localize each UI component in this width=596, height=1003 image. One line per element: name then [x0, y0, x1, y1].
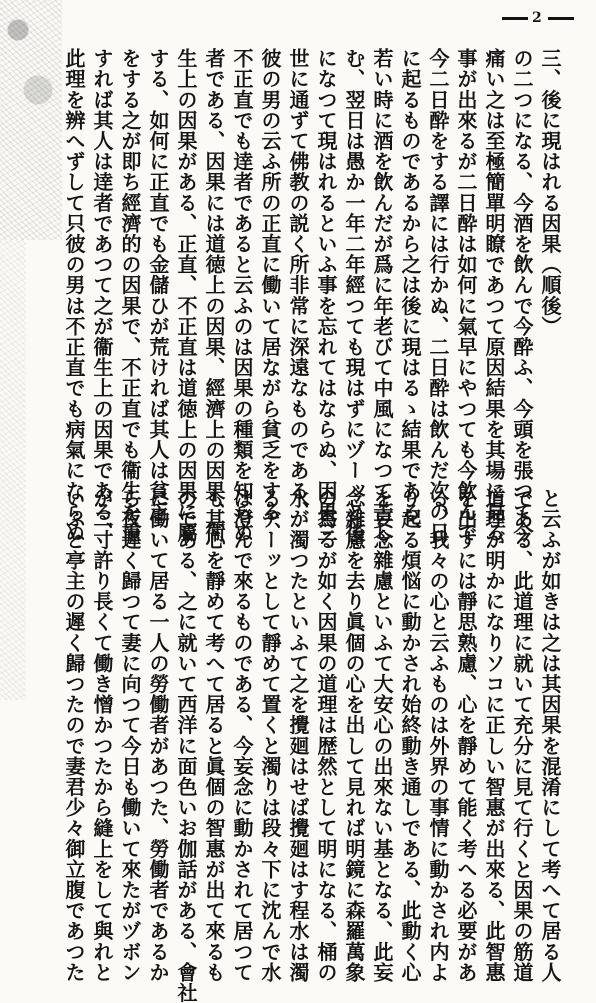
page-number: 2: [498, 10, 578, 26]
text-column: の二つになる、今酒を飲んで今酔ふ、今頭を張つて今: [510, 48, 534, 543]
text-column: 念雜慮を去り眞個の心を出して見れば明鏡に森羅萬象: [342, 488, 366, 983]
section-heading: 三、後に現はれる因果（順後）: [538, 48, 562, 337]
scan-edge-shadow-lower: [0, 240, 26, 700]
text-column: に起るものであるから之は後に現はるゝ結果である、: [398, 48, 422, 543]
text-column: 道理が明かになりソコに正しい智惠が出來る、此智惠: [482, 488, 506, 983]
text-column: は澄んで來るものである、今妄念に動かされて居つて: [230, 488, 254, 983]
text-column: 水が濁つたといふて之を攪廻はせば攪廻はす程水は濁: [286, 488, 310, 983]
text-column: 事が出來るが二日酔は如何に氣早にやつても今飲んで: [454, 48, 478, 543]
text-column: む、翌日は愚か一年二年經つても現はずにヅーッと後: [342, 48, 366, 543]
text-column: である、此道理に就いて充分に見て行くと因果の筋道: [510, 488, 534, 983]
text-column: の寫るが如く因果の道理は歴然として明になる、桶の: [314, 488, 338, 983]
text-column: をする之が即ち經濟的の因果で、不正直でも衞生を重: [118, 48, 142, 543]
text-column: り起る煩悩に動かされ始終動き通しである、此動く心: [398, 488, 422, 983]
text-column: 此理を辨へずして只彼の男は不正直でも病氣にならぬ: [62, 48, 86, 543]
text-column: 痛い之は至極簡單明瞭であつて原因結果を其場に見る: [482, 48, 506, 543]
text-column: 生上の因果がある、正直、不正直は道徳上の因果に屬: [174, 48, 198, 543]
text-column: いふと亭主の遲く歸つたので妻君少々御立腹であつた: [62, 488, 86, 983]
text-column: が二寸許り長くて働き憎かつたから縫上をして與れと: [90, 488, 114, 983]
text-column: する、如何に正直でも金儲ひが荒ければ其人は貧乏: [146, 48, 170, 522]
text-column: ら夜遲く歸つて妻に向つて今日も働いて來たがヅボン: [118, 488, 142, 983]
text-column: 若い時に酒を飲んだが爲に年老びて中風になつて苦し: [370, 48, 394, 543]
text-column: る、我々の心と云ふものは外界の事情に動かされ内よ: [426, 488, 450, 983]
top-text-block: [44, 48, 564, 543]
text-column: も其心を靜めて考へて居ると眞個の智惠が出て來るも: [202, 488, 226, 983]
text-column: になつて現はれるといふ事を忘れてはならぬ、因果三: [314, 48, 338, 543]
text-column: のである、之に就いて西洋に面色いお伽話がある、會社: [174, 488, 198, 1003]
text-column: すれば其人は逹者であつて之が衞生上の因果である、: [90, 48, 114, 543]
text-column: るヂーッとして靜めて置くと濁りは段々下に沈んで水: [258, 488, 282, 983]
text-column: 今二日酔をする譯には行かぬ、二日酔は飲んだ次の日: [426, 48, 450, 543]
text-column: 彼の男の云ふ所の正直に働いて居ながら貧乏をする、: [258, 48, 282, 543]
text-column: を出すには靜思熟慮、心を靜めて能く考へる必要があ: [454, 488, 478, 983]
text-column: に働いて居る一人の勞働者があつた、勞働者であるか: [146, 488, 170, 983]
text-column: と云ふが如きは之は其因果を混淆にして考へて居る人: [538, 488, 562, 983]
text-column: 不正直でも逹者であると云ふのは因果の種類を知らぬ: [230, 48, 254, 543]
text-column: を妄念雜慮といふて大安心の出來ない基となる、此妄: [370, 488, 394, 983]
text-column: 者である、因果には道徳上の因果、經濟上の因果、衞: [202, 48, 226, 543]
text-column: 世に通ずて佛教の説く所非常に深遠なものである、: [286, 48, 310, 522]
bottom-text-block: [44, 488, 564, 1003]
